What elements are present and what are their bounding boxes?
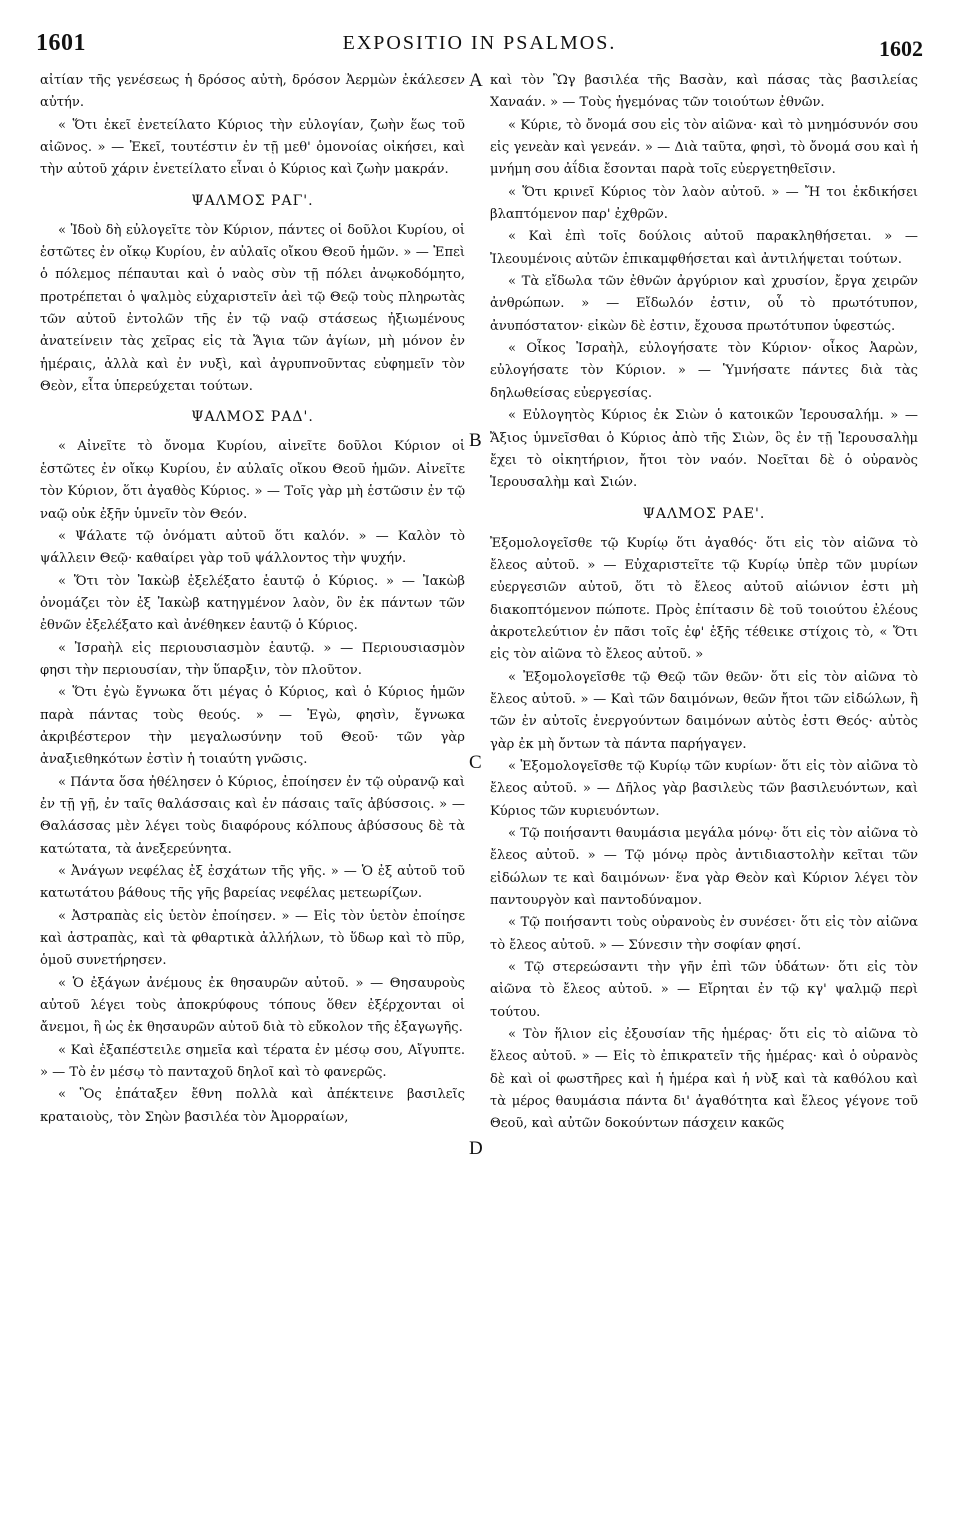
paragraph: « Ἐξομολογεῖσθε τῷ Κυρίῳ τῶν κυρίων· ὅτι εἰς τὸν αἰῶνα τὸ ἔλεος αὐτοῦ. » — Δῆλος γὰρ βασιλεὺς τῶν βασιλευόντων, καὶ Κύριος τῶν κυριευόντων. [490,758,918,819]
right-column [490,70,918,1136]
psalm-heading: ΨΑΛΜΟΣ ΡΑΕ'. [642,505,766,522]
paragraph: « Τὸν ἥλιον εἰς ἐξουσίαν τῆς ἡμέρας· ὅτι εἰς τὸ αἰῶνα τὸ ἔλεος αὐτοῦ. » — Εἰς τὸ ἐπικρατεῖν τῆς ἡμέρας· καὶ ὁ οὐρανὸς δὲ καὶ οἱ φωστῆρες καὶ ἡ ἡμέρα καὶ ἡ νὺξ καὶ τὰ καθόλου καὶ τὰ μέρος θαυμάσια πάντα δι' ἀγαθότητα καὶ ἔλεος γέγονε τοῦ Θεοῦ, καὶ αὐτῶν δοκούντων πάσχειν κακῶς [490,1027,918,1132]
paragraph: « Ἐξομολογεῖσθε τῷ Θεῷ τῶν θεῶν· ὅτι εἰς τὸν αἰῶνα τὸ ἔλεος αὐτοῦ. » — Καὶ τῶν δαιμόνων, θεῶν ἤτοι τῶν εἰδώλων, ἢ τῶν ἐν αὐτοῖς ἐνεργούντων δαιμόνων αὐτὸς ἐστι Θεός· αὐτὸς γὰρ ἐκ μὴ ὄντων τὰ πάντα παρήγαγεν. [490,669,918,752]
paragraph: « Καὶ ἐξαπέστειλε σημεῖα καὶ τέρατα ἐν μέσῳ σου, Αἴγυπτε. » — Τὸ ἐν μέσῳ τὸ πανταχοῦ δηλοῖ καὶ τὸ φανερῶς. [40,1042,465,1081]
paragraph: « Εὐλογητὸς Κύριος ἐκ Σιὼν ὁ κατοικῶν Ἱερουσαλήμ. » — Ἄξιος ὑμνεῖσθαι ὁ Κύριος ἀπὸ τῆς Σιὼν, ὃς ἐν τῇ Ἱερουσαλὴμ ἔχει τὸ οἰκητήριον, ἤτοι τὸν ναόν. Νοεῖται δὲ ὁ οὐρανὸς Ἱερουσαλὴμ καὶ Σιών. [490,408,918,491]
running-header [36,30,923,64]
margin-letter-b: B [469,430,482,451]
running-title: EXPOSITIO IN PSALMOS. [342,32,617,54]
paragraph: « Ἀστραπὰς εἰς ὑετὸν ἐποίησεν. » — Εἰς τὸν ὑετὸν ἐποίησε καὶ ἀστραπὰς, καὶ τὰ φθαρτικὰ ἀλλήλων, τὸ ὕδωρ καὶ τὸ πῦρ, ὁμοῦ συνετήρησεν. [40,908,465,969]
paragraph: « Ψάλατε τῷ ὀνόματι αὐτοῦ ὅτι καλόν. » — Καλὸν τὸ ψάλλειν Θεῷ· καθαίρει γὰρ τοῦ ψάλλοντος τὴν ψυχήν. [40,528,465,567]
paragraph: « Τῷ στερεώσαντι τὴν γῆν ἐπὶ τῶν ὑδάτων· ὅτι εἰς τὸν αἰῶνα τὸ ἔλεος αὐτοῦ. » — Εἴρηται ἐν τῷ κγ' ψαλμῷ περὶ τούτου. [490,960,918,1020]
paragraph: « Ὁ ἐξάγων ἀνέμους ἐκ θησαυρῶν αὐτοῦ. » — Θησαυροὺς αὐτοῦ λέγει τοὺς ἀποκρύφους τόπους ὅθεν ἐξέρχονται οἱ ἄνεμοι, ἢ ὡς ἐκ θησαυρῶν αὐτοῦ διὰ τὸ εὔκολον τῆς ἐξαγωγῆς. [40,975,465,1036]
page-number-right: 1602 [879,36,923,61]
margin-letter-a: A [469,70,483,91]
paragraph: « Τῷ ποιήσαντι θαυμάσια μεγάλα μόνῳ· ὅτι εἰς τὸν αἰῶνα τὸ ἔλεος αὐτοῦ. » — Τῷ μόνῳ πρὸς ἀντιδιαστολὴν κεῖται τῶν εἰδώλων τε καὶ δαιμόνων· ἕνα γὰρ Θεὸν καὶ Κύριον λέγει τὸν παντουργὸν καὶ παντοδύναμον. [490,826,918,909]
paragraph: « Κύριε, τὸ ὄνομά σου εἰς τὸν αἰῶνα· καὶ τὸ μνημόσυνόν σου εἰς γενεὰν καὶ γενεάν. » — Διὰ ταῦτα, φησὶ, τὸ ὄνομά σου καὶ ἡ μνήμη σου ἀΐδια ἔσονται παρὰ τοῖς εὐεργετηθεῖσιν. [490,117,918,178]
paragraph: « Πάντα ὅσα ἠθέλησεν ὁ Κύριος, ἐποίησεν ἐν τῷ οὐρανῷ καὶ ἐν τῇ γῇ, ἐν ταῖς θαλάσσαις καὶ ἐν πάσαις ταῖς ἀβύσσοις. » — Θαλάσσας μὲν λέγει τοὺς διαφόρους κόλπους ἀβύσσους δὲ τὰ κατώτατα, τὰ ἀνεξερεύνητα. [40,774,465,857]
paragraph: « Ἰδοὺ δὴ εὐλογεῖτε τὸν Κύριον, πάντες οἱ δοῦλοι Κυρίου, οἱ ἑστῶτες ἐν οἴκῳ Κυρίου, ἐν αὐλαῖς οἴκου Θεοῦ ἡμῶν. » — Ἐπεὶ ὁ πόλεμος πέπαυται καὶ ὁ ναὸς σὺν τῇ πόλει ἀνῳκοδόμητο, προτρέπεται ὁ ψαλμὸς εὐχαριστεῖν ἀεὶ τῷ Θεῷ τοὺς πληρωτὰς τῶν αὐτοῦ ἐντολῶν τῆς ἐν τῷ ναῷ στάσεως ἠξιωμένους ἀνατείνειν τὰς χεῖρας εἰς τὰ Ἅγια τῶν ἁγίων, μὴ μόνον ἐν ἡμέραις, ἀλλὰ καὶ ἐν νυξὶ, καὶ ἀγρυπνοῦντας εὐφημεῖν τὸν Θεὸν, εἶτα ὑπερεύχεται τούτων. [40,222,465,395]
paragraph: « Ὅτι ἐκεῖ ἐνετείλατο Κύριος τὴν εὐλογίαν, ζωὴν ἕως τοῦ αἰῶνος. » — Ἐκεῖ, τουτέστιν ἐν τῇ μεθ' ὁμονοίας οἰκήσει, καὶ τὴν αὐτοῦ χάριν ἐνετείλατο εἶναι ὁ Κύριος καὶ ζωὴν μακράν. [40,117,465,178]
paragraph: « Τὰ εἴδωλα τῶν ἐθνῶν ἀργύριον καὶ χρυσίον, ἔργα χειρῶν ἀνθρώπων. » — Εἴδωλόν ἐστιν, οὗ τὸ πρωτότυπον, ἀνυπόστατον· εἰκὼν δὲ ἐστιν, ἔχουσα πρωτότυπον ὑφεστώς. [490,274,918,334]
psalm-heading: ΨΑΛΜΟΣ ΡΑΓ'. [191,192,314,209]
paragraph: καὶ τὸν Ὢγ βασιλέα τῆς Βασὰν, καὶ πάσας τὰς βασιλείας Χαναάν. » — Τοὺς ἡγεμόνας τῶν τοιούτων ἐθνῶν. [490,73,918,111]
paragraph: « Τῷ ποιήσαντι τοὺς οὐρανοὺς ἐν συνέσει· ὅτι εἰς τὸν αἰῶνα τὸ ἔλεος αὐτοῦ. » — Σύνεσιν τὴν σοφίαν φησί. [490,915,918,953]
paragraph: « Ἰσραὴλ εἰς περιουσιασμὸν ἑαυτῷ. » — Περιουσιασμὸν φησι τὴν περιουσίαν, τὴν ὕπαρξιν, τὸν πλοῦτον. [40,640,465,678]
paragraph: « Ὃς ἐπάταξεν ἔθνη πολλὰ καὶ ἀπέκτεινε βασιλεῖς κραταιοὺς, τὸν Σηὼν βασιλέα τὸν Ἀμορραίων, [40,1087,465,1125]
paragraph: « Καὶ ἐπὶ τοῖς δούλοις αὐτοῦ παρακληθήσεται. » — Ἰλεουμένοις αὐτῶν ἐπικαμφθήσεται καὶ ἀντιλήψεται τούτων. [490,229,918,267]
paragraph: « Ἀνάγων νεφέλας ἐξ ἐσχάτων τῆς γῆς. » — Ὁ ἐξ αὐτοῦ τοῦ κατωτάτου βάθους τῆς γῆς βαρείας νεφέλας μετεωρίζων. [40,864,465,902]
paragraph: Ἐξομολογεῖσθε τῷ Κυρίῳ ὅτι ἀγαθός· ὅτι εἰς τὸν αἰῶνα τὸ ἔλεος αὐτοῦ. » — Εὐχαριστεῖτε τῷ Κυρίῳ ὑπὲρ τῶν μυρίων εὐεργεσιῶν αὐτοῦ, ὅτι τὸ ἔλεος αὐτοῦ αἰώνιον ἐστι μὴ διακοπτόμενον πώποτε. Πρὸς ἐπίτασιν δὲ τοῦ τοιούτου ἐλέους ἀκροτελεύτιον ἐν πᾶσι τοῖς ἐφ' ἑξῆς τέθεικε στίχοις τὸ, « Ὅτι εἰς τὸν αἰῶνα τὸ ἔλεος αὐτοῦ. » [490,535,918,663]
margin-letter-d: D [469,1138,483,1159]
paragraph: αἰτίαν τῆς γενέσεως ἡ δρόσος αὐτὴ, δρόσον Ἀερμὼν ἐκάλεσεν αὐτήν. [40,73,465,111]
page-number-left: 1601 [36,30,86,56]
paragraph: « Ὅτι ἐγὼ ἔγνωκα ὅτι μέγας ὁ Κύριος, καὶ ὁ Κύριος ἡμῶν παρὰ πάντας τοὺς θεούς. » — Ἐγὼ, φησὶν, ἔγνωκα ἀκριβέστερον τὴν μεγαλωσύνην τοῦ Θεοῦ· τῶν γὰρ ἀναξιεθηκότων ἐστὶν ἡ τοιαύτη γνῶσις. [40,685,465,768]
margin-letter-c: C [469,752,482,773]
left-column [40,70,465,1129]
paragraph: « Ὅτι τὸν Ἰακὼβ ἐξελέξατο ἑαυτῷ ὁ Κύριος. » — Ἰακὼβ ὀνομάζει τὸν ἐξ Ἰακὼβ κατηγμένον λαὸν, ὃν ἐκ πάντων τῶν ἐθνῶν ἐξελέξατο καὶ ἀνέθηκεν ἑαυτῷ ὁ Κύριος. [40,573,465,634]
paragraph: « Αἰνεῖτε τὸ ὄνομα Κυρίου, αἰνεῖτε δοῦλοι Κύριον οἱ ἑστῶτες ἐν οἴκῳ Κυρίου, ἐν αὐλαῖς οἴκου Θεοῦ ἡμῶν. Αἰνεῖτε τὸν Κύριον, ὅτι ἀγαθὸς Κύριος. » — Τοῖς γὰρ μὴ ἑστῶσιν ἐν τῷ ναῷ οὐκ ἐξῆν ὑμνεῖν τὸν Θεόν. [40,439,465,522]
paragraph: « Οἶκος Ἰσραὴλ, εὐλογήσατε τὸν Κύριον· οἶκος Ἀαρὼν, εὐλογήσατε τὸν Κύριον. » — Ὑμνήσατε πάντες διὰ τὰς δηλωθείσας εὐεργεσίας. [490,341,918,401]
psalm-heading: ΨΑΛΜΟΣ ΡΑΔ'. [191,409,314,426]
paragraph: « Ὅτι κρινεῖ Κύριος τὸν λαὸν αὐτοῦ. » — Ἤ τοι ἐκδικήσει βλαπτόμενον παρ' ἐχθρῶν. [490,184,918,223]
